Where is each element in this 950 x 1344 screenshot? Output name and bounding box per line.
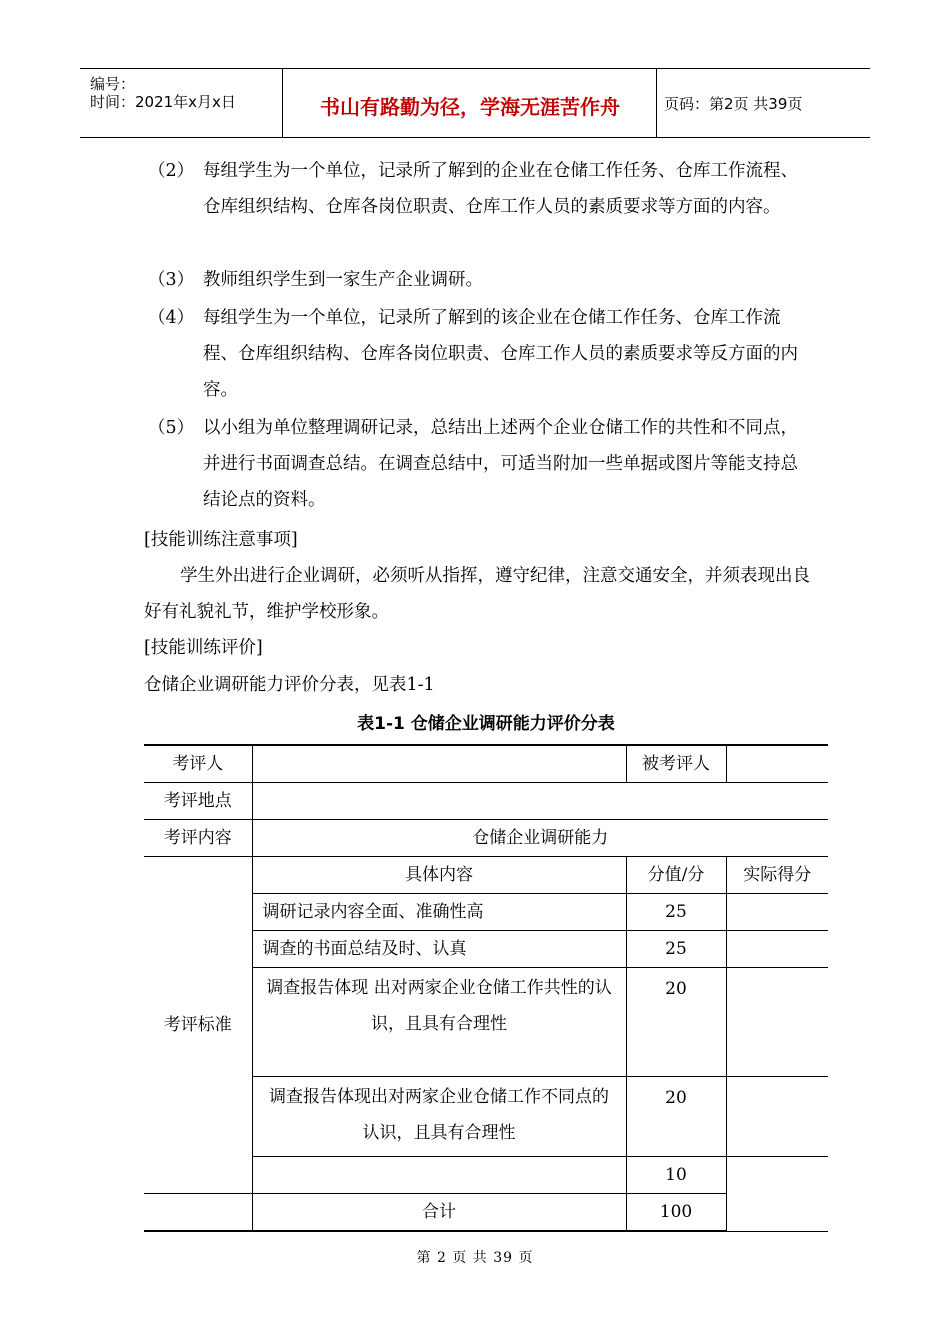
criteria-actual <box>726 894 828 931</box>
criteria-score: 25 <box>626 894 726 931</box>
total-blank <box>144 1194 252 1232</box>
criteria-score: 25 <box>626 931 726 968</box>
header-motto: 书山有路勤为径，学海无涯苦作舟 <box>320 95 620 119</box>
criteria-score: 20 <box>626 1077 726 1157</box>
criteria-content: 调研记录内容全面、准确性高 <box>252 894 626 931</box>
table-row <box>144 783 828 820</box>
table-row <box>144 745 828 783</box>
notes-heading: [技能训练注意事项] <box>144 530 298 550</box>
criteria-content <box>252 1157 626 1194</box>
list-item-text: 以小组为单位整理调研记录，总结出上述两个企业仓储工作的共性和不同点，并进行书面调查总结。在调查总结中，可适当附加一些单据或图片等能支持总结论点的资料。 <box>203 418 798 510</box>
content-value: 仓储企业调研能力 <box>252 820 828 857</box>
assessee-label: 被考评人 <box>626 745 726 783</box>
table-row <box>144 857 828 894</box>
criteria-content: 调查报告体现出对两家企业仓储工作不同点的认识，且具有合理性 <box>252 1077 626 1157</box>
assessee-value <box>726 745 828 783</box>
header-divider <box>656 69 657 137</box>
notes-text: 学生外出进行企业调研，必须听从指挥，遵守纪律，注意交通安全，并须表现出良好有礼貌礼节，维护学校形象。 <box>144 566 810 622</box>
criteria-actual <box>726 968 828 1077</box>
document-date: 时间：2021年x月x日 <box>90 93 236 111</box>
criteria-content: 调查的书面总结及时、认真 <box>252 931 626 968</box>
header-divider <box>282 69 283 137</box>
content-label: 考评内容 <box>144 820 252 857</box>
column-header-score: 分值/分 <box>626 857 726 894</box>
criteria-content-line: 调查报告体现 出对两家企业仓储工作共性的认 <box>266 978 612 998</box>
list-item-number: （5） <box>148 418 195 438</box>
list-item-text: 教师组织学生到一家生产企业调研。 <box>203 270 483 290</box>
evaluation-table <box>144 744 828 1232</box>
header-page-number: 页码：第2页 共39页 <box>664 95 803 113</box>
location-value <box>252 783 828 820</box>
document-number-label: 编号： <box>90 75 136 93</box>
table-row <box>144 1194 828 1232</box>
column-header-content: 具体内容 <box>252 857 626 894</box>
criteria-actual <box>726 1157 828 1232</box>
criteria-score: 10 <box>626 1157 726 1194</box>
list-item-text: 每组学生为一个单位，记录所了解到的该企业在仓储工作任务、仓库工作流程、仓库组织结构、仓库各岗位职责、仓库工作人员的素质要求等反方面的内容。 <box>203 308 798 400</box>
page-header <box>80 68 870 138</box>
assessor-label: 考评人 <box>144 745 252 783</box>
location-label: 考评地点 <box>144 783 252 820</box>
criteria-label: 考评标准 <box>144 857 252 1194</box>
table-row <box>144 820 828 857</box>
evaluation-heading: [技能训练评价] <box>144 638 263 658</box>
list-item-number: （3） <box>148 270 195 290</box>
list-item-number: （2） <box>148 161 195 181</box>
evaluation-text: 仓储企业调研能力评价分表，见表1-1 <box>144 675 435 695</box>
criteria-content-line: 识，且具有合理性 <box>371 1014 507 1034</box>
criteria-score: 20 <box>626 968 726 1077</box>
assessor-value <box>252 745 626 783</box>
criteria-actual <box>726 1077 828 1157</box>
total-label: 合计 <box>252 1194 626 1232</box>
column-header-actual: 实际得分 <box>726 857 828 894</box>
criteria-content <box>252 968 626 1077</box>
list-item-text: 每组学生为一个单位，记录所了解到的企业在仓储工作任务、仓库工作流程、仓库组织结构、仓库各岗位职责、仓库工作人员的素质要求等方面的内容。 <box>203 161 798 217</box>
page-footer: 第 2 页 共 39 页 <box>416 1250 534 1266</box>
criteria-actual <box>726 931 828 968</box>
list-item-number: （4） <box>148 308 195 328</box>
total-value: 100 <box>626 1194 726 1232</box>
table-caption: 表1-1 仓储企业调研能力评价分表 <box>357 714 615 734</box>
